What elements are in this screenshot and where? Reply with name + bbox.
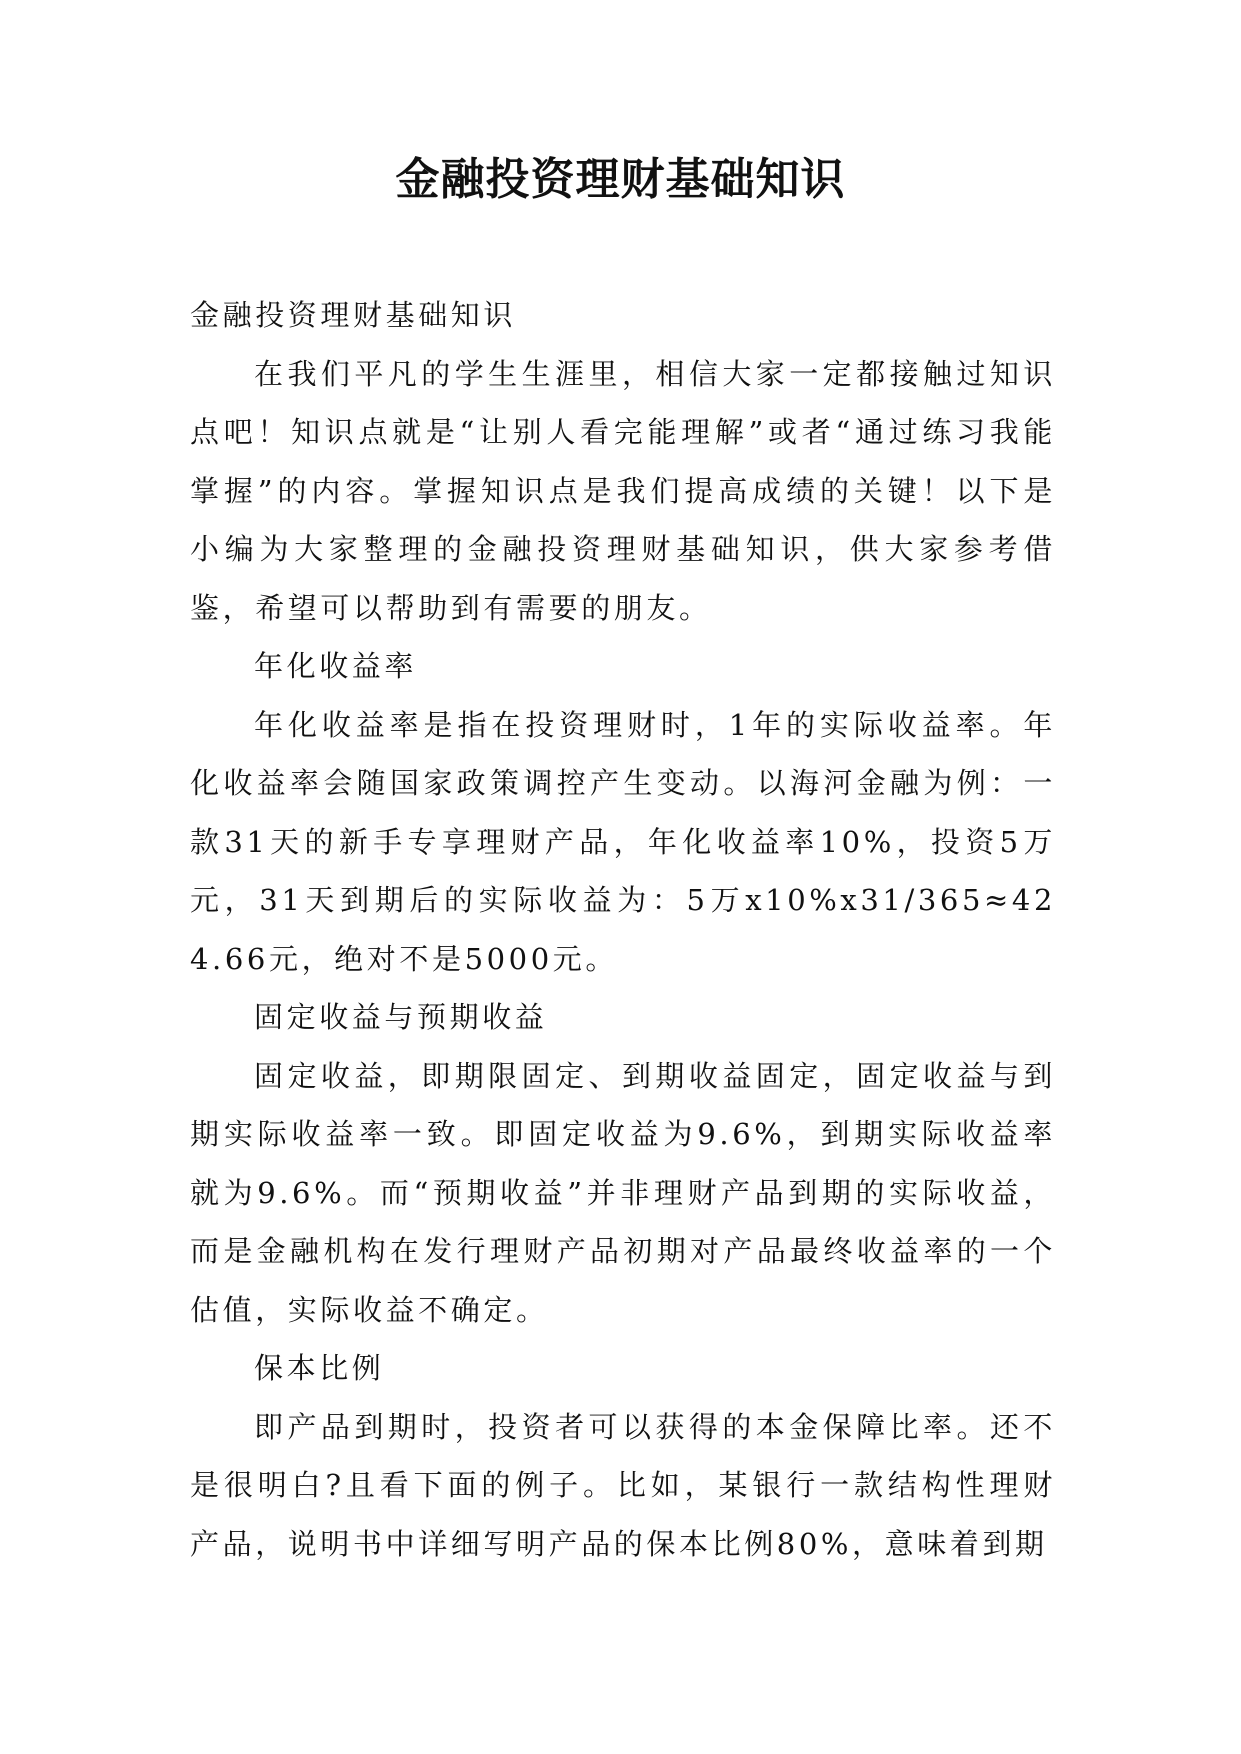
intro-paragraph: 在我们平凡的学生生涯里，相信大家一定都接触过知识点吧！知识点就是“让别人看完能理解”或者“通过练习我能掌握”的内容。掌握知识点是我们提高成绩的关键！以下是小编为大家整理的金融投资理财基础知识，供大家参考借鉴，希望可以帮助到有需要的朋友。: [190, 356, 1056, 625]
section-heading-fixed-vs-expected: 固定收益与预期收益: [254, 1000, 548, 1034]
section-heading-capital-protection: 保本比例: [254, 1351, 385, 1385]
body-heading: 金融投资理财基础知识: [190, 298, 517, 332]
document-body: [190, 286, 1056, 1573]
section-heading-annualized-yield: 年化收益率: [254, 649, 418, 683]
paragraph-fixed-vs-expected: 固定收益，即期限固定、到期收益固定，固定收益与到期实际收益率一致。即固定收益为9.6%，到期实际收益率就为9.6%。而“预期收益”并非理财产品到期的实际收益，而是金融机构在发行理财产品初期对产品最终收益率的一个估值，实际收益不确定。: [190, 1058, 1056, 1327]
paragraph-capital-protection: 即产品到期时，投资者可以获得的本金保障比率。还不是很明白?且看下面的例子。比如，某银行一款结构性理财产品，说明书中详细写明产品的保本比例80%，意味着到期: [190, 1409, 1056, 1561]
paragraph-annualized-yield: 年化收益率是指在投资理财时，1年的实际收益率。年化收益率会随国家政策调控产生变动。以海河金融为例：一款31天的新手专享理财产品，年化收益率10%，投资5万元，31天到期后的实际收益为：5万x10%x31/365≈424.66元，绝对不是5000元。: [190, 707, 1056, 976]
document-title: 金融投资理财基础知识: [395, 154, 846, 205]
